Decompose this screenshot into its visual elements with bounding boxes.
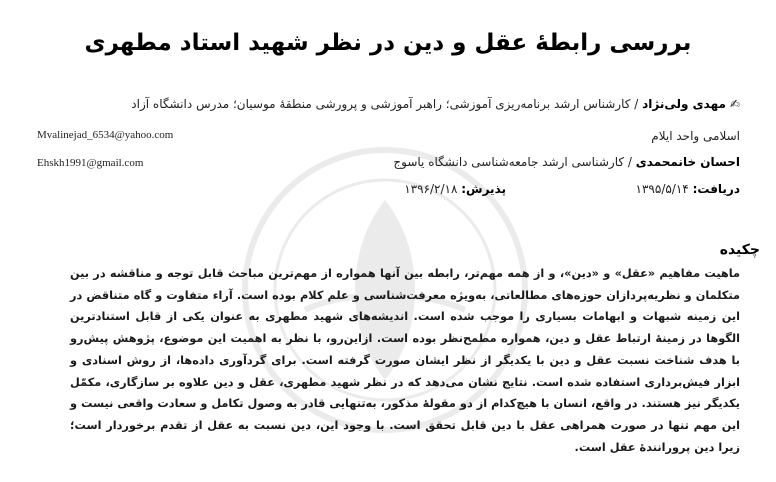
received-date: ۱۳۹۵/۵/۱۴ bbox=[635, 182, 689, 196]
received-date-line bbox=[636, 182, 740, 196]
author1-name: مهدی ولی‌نژاد bbox=[642, 97, 726, 111]
accepted-date: ۱۳۹۶/۲/۱۸ bbox=[404, 182, 458, 196]
author1-affiliation: / کارشناس ارشد برنامه‌ریزی آموزشی؛ راهبر آموزشی و پرورشی منطقهٔ موسیان؛ مدرس دانشگاه آزاد bbox=[131, 97, 643, 111]
paper-title: بررسی رابطهٔ عقل و دین در نظر شهید استاد مطهری bbox=[84, 30, 692, 56]
author2-affiliation: / کارشناسی ارشد جامعه‌شناسی دانشگاه یاسوج bbox=[393, 155, 636, 169]
author1-affiliation-cont: اسلامی واحد ایلام bbox=[651, 129, 740, 143]
abstract-heading: چکیده bbox=[719, 242, 760, 258]
author1-email[interactable]: Mvalinejad_6534@yahoo.com bbox=[37, 129, 174, 141]
author2-line bbox=[393, 155, 740, 169]
author2-email[interactable]: Ehskh1991@gmail.com bbox=[37, 157, 144, 169]
corresponding-author-icon: ✍ bbox=[729, 97, 740, 111]
accepted-label: پذیرش: bbox=[461, 182, 506, 196]
received-label: دریافت: bbox=[692, 182, 740, 196]
abstract-body: ماهیت مفاهیم «عقل» و «دین»، و از همه مهم‌تر، رابطه بین آنها همواره از مهم‌ترین مباحث قابل توجه و مناقشه در بین متکلمان و نظریه‌پردازان حوزه‌های مطالعاتی، به‌ویژه معرفت‌شناسی و علم کلام بوده است. آراء متفاوت و گاه متناقض در این زمینه شبهات و ابهامات بسیاری را موجب شده است. اندیشه‌های شهید مطهری به عنوان یکی از قابل استنادترین الگوها در زمینهٔ ارتباط عقل و دین، همواره مطمح‌نظر بوده است. ازاین‌رو، با نظر به اهمیت این موضوع، پژوهش پیش‌رو با هدف شناخت نسبت عقل و دین با یکدیگر از نظر ایشان صورت گرفته است. برای گردآوری داده‌ها، از روش اسنادی و ابزار فیش‌برداری استفاده شده است. نتایج نشان می‌دهد که در نظر شهید مطهری، عقل و دین علاوه بر سازگاری، مکمّل یکدیگر نیز هستند. در واقع، انسان با هیچ‌کدام از دو مقولهٔ مذکور، به‌تنهایی قادر به وصول تکامل و سعادت واقعی نیست و این مهم تنها در صورت همراهی عقل با دین قابل تحقق است. با وجود این، دین نسبت به عقل از تقدم برخوردار است؛ زیرا دین پرورانندهٔ عقل است. bbox=[70, 267, 740, 454]
accepted-date-line bbox=[404, 182, 506, 196]
author1-line bbox=[10, 97, 740, 111]
author2-name: احسان خانمحمدی bbox=[635, 155, 740, 169]
